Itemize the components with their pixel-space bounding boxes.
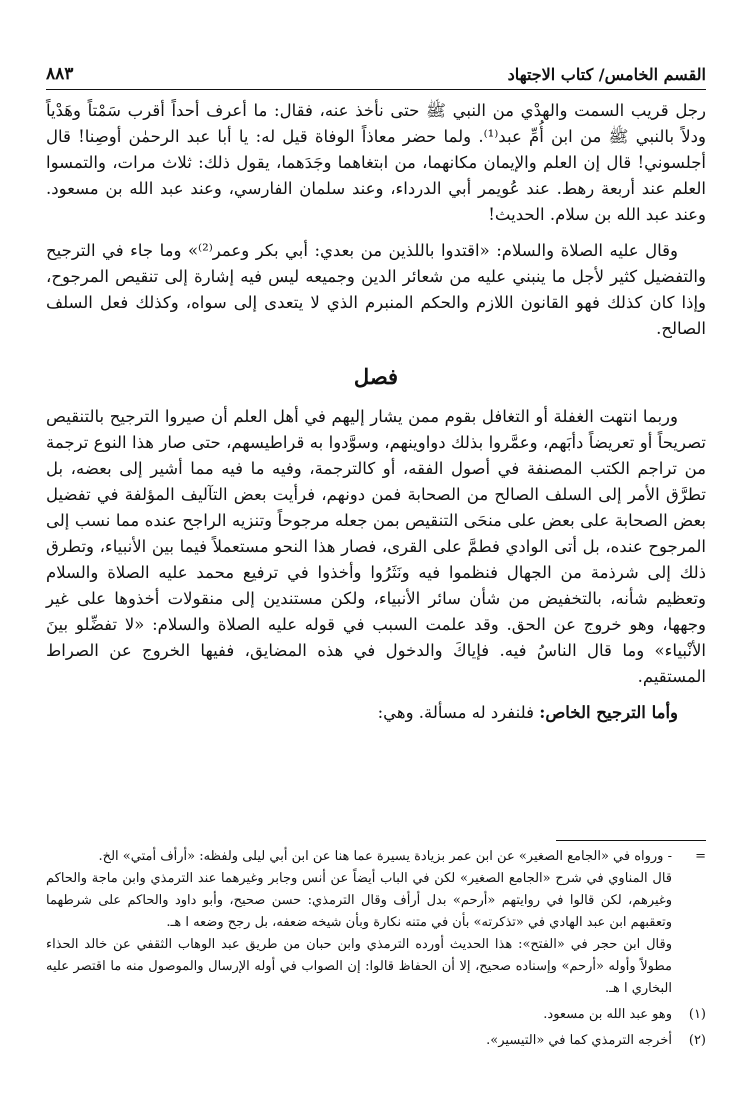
footnote-continuation xyxy=(46,846,706,1000)
header-title: القسم الخامس/ كتاب الاجتهاد xyxy=(507,64,706,84)
footnote-1 xyxy=(46,1004,706,1026)
paragraph-2: وقال عليه الصلاة والسلام: «اقتدوا باللذين من بعدي: أبي بكر وعمر⁽²⁾» وما جاء في الترجيح والتفضيل كثير لأجل ما ينبني عليه من شعائر الدين وجميعه ليس فيه إشارة إلى تنقيص المرجوح، وإذا كان كذلك فهو القانون اللازم والحكم المنبرم الذي لا يتعدى إلى سواه، وكذلك فعل السلف الصالح. xyxy=(46,241,706,338)
footnote-2 xyxy=(46,1030,706,1052)
running-header xyxy=(46,60,706,88)
main-text xyxy=(46,98,706,736)
continuation-text xyxy=(46,846,672,1000)
footnotes xyxy=(46,846,706,1052)
footnote-line: - ورواه في «الجامع الصغير» عن ابن عمر بزيادة يسيرة عما هنا عن ابن أبي ليلى ولفظه: «أرأف أمتي» الخ. xyxy=(98,849,672,864)
section-heading: فصل xyxy=(353,364,399,389)
paragraph-4-lead: وأما الترجيح الخاص: xyxy=(539,703,678,722)
footnote-text: وهو عبد الله بن مسعود. xyxy=(543,1007,672,1022)
paragraph-1: رجل قريب السمت والهدْي من النبي ﷺ حتى نأخذ عنه، فقال: ما أعرف أحداً أقرب سَمْتاً وهَدْياً ودلاً بالنبي ﷺ من ابن أُمِّ عبد⁽¹⁾. ولما حضر معاذاً الوفاة قيل له: يا أبا عبد الرحمٰن أوصِنا! قال أجلسوني! قال إن العلم والإيمان مكانهما، من ابتغاهما وجَدَهما، يقول ذلك: ثلاث مرات، والتمسوا العلم عند أربعة رهط. عند عُويمر أبي الدرداء، وعند سلمان الفارسي، وعند عبد الله بن مسعود. وعند عبد الله بن سلام. الحديث! xyxy=(46,101,706,224)
paragraph-4 xyxy=(46,700,706,726)
footnote-text: أخرجه الترمذي كما في «التيسير». xyxy=(486,1033,672,1048)
footnote-line: وقال ابن حجر في «الفتح»: هذا الحديث أورده الترمذي وابن حبان من طريق عبد الوهاب الثقفي عن خالد الحذاء مطولاً وأوله «أرحم» وإسناده صحيح، إلا أن الحفاظ قالوا: إن الصواب في أوله الإرسال والموصول منه ما اقتصر عليه البخاري ا هـ. xyxy=(46,937,672,996)
footnote-number: (٢) xyxy=(688,1033,706,1048)
book-page xyxy=(46,0,706,1104)
paragraph-4-rest: فلنفرد له مسألة. وهي: xyxy=(377,703,540,722)
paragraph-3: وربما انتهت الغفلة أو التغافل بقوم ممن يشار إليهم في أهل العلم أن صيروا الترجيح بالتنقيص تصريحاً أو تعريضاً دأبَهم، وعمَّروا بذلك دواوينهم، وسوَّدوا به قراطيسهم، حتى صار هذا النوع ترجمة من تراجم الكتب المصنفة في أصول الفقه، أو كالترجمة، وفيه ما فيه مما أشير إلى بعضه، بل تطرَّق الأمر إلى السلف الصالح من الصحابة فمن دونهم، فرأيت بعض التآليف المؤلفة في تفضيل بعض الصحابة على بعض على منحَى التنقيص بمن جعله مرجوحاً وتنزيه الراجح عنده مما نسب إلى المرجوح عنده، بل أتى الوادي فطمَّ على القرى، فصار هذا النحو مستعملاً فيما بين الأنبياء، وتطرق ذلك إلى شرذمة من الجهال فنظموا فيه ونَثَرُوا وأخذوا في ترفيع محمد عليه الصلاة والسلام وتعظيم شأنه، بالتخفيض من شأن سائر الأنبياء، ولكن مستندين إلى منقولات أخذوها على غير وجهها، وهو خروج عن الحق. وقد علمت السبب في قوله عليه الصلاة والسلام: «لا تفضِّلو بينَ الأنْبياء» وما قال الناسُ فيه. فإياكَ والدخول في هذه المضايق، ففيها الخروج عن الصراط المستقيم. xyxy=(46,407,706,686)
footnote-number: (١) xyxy=(688,1007,706,1022)
continuation-marker: = xyxy=(695,849,706,864)
header-divider xyxy=(46,89,706,90)
footnote-divider xyxy=(556,840,706,841)
footnote-line: قال المناوي في شرح «الجامع الصغير» لكن في الباب أيضاً عن أنس وجابر وغيرهما عند الترمذي وابن ماجة والحاكم وغيرهم، لكن قالوا في روايتهم «أرحم» بدل أرأف وقال الترمذي: حسن صحيح، وأبو داود والحاكم على شرطهما وتعقبهم ابن عبد الهادي في «تذكرته» بأن في متنه نكارة وبأن شيخه ضعفه، بل رجح وضعه ا هـ. xyxy=(46,871,672,930)
page-number: ٨٨٣ xyxy=(46,64,74,84)
